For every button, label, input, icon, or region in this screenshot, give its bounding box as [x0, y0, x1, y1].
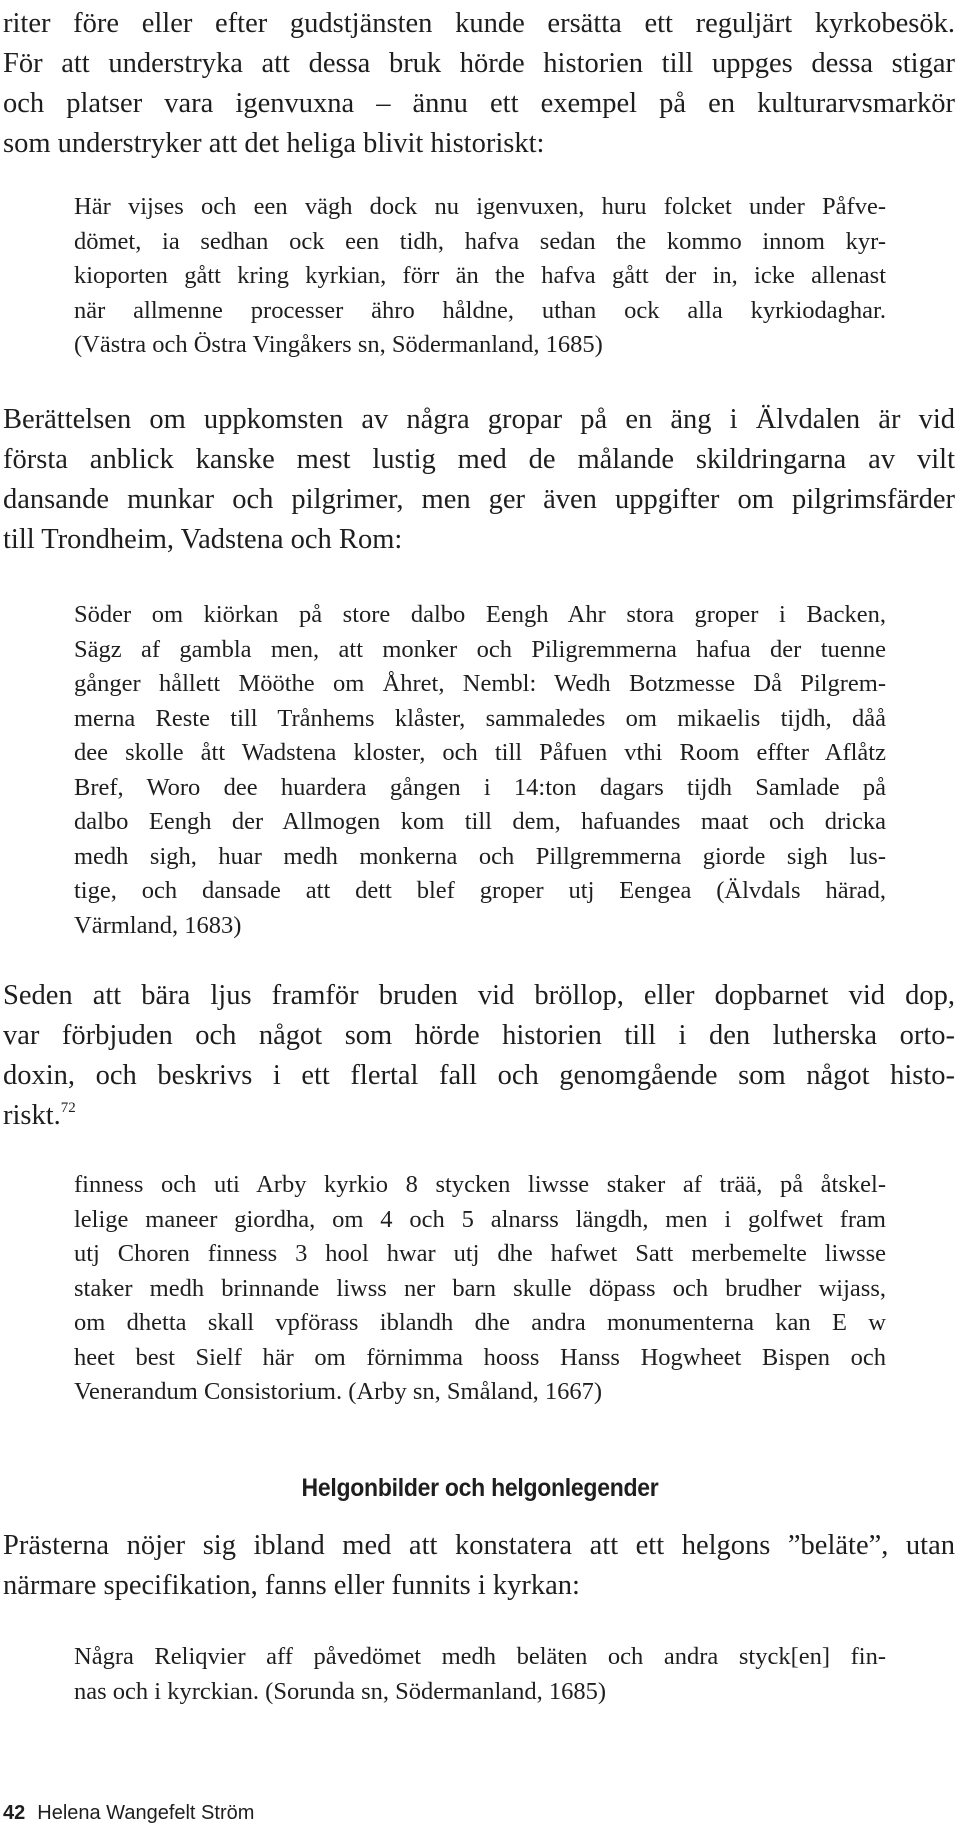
section-heading: Helgonbilder och helgonlegender [301, 1474, 659, 1502]
quote-line: Sägz af gambla men, att monker och Piligremmerna hafua der tuenne [74, 635, 886, 663]
quote-line: merna Reste till Trånhems klåster, sammaledes om mikaelis tijdh, dåå [74, 704, 886, 732]
quote-line: heet best Sielf här om förnimma hooss Hanss Hogwheet Bispen och [74, 1343, 886, 1371]
quote-line: medh sigh, huar medh monkerna och Pillgremmerna giorde sigh lus- [74, 842, 886, 870]
running-footer-author: Helena Wangefelt Ström [37, 1802, 255, 1824]
paragraph-3 [3, 976, 955, 1136]
quote-line: dalbo Eengh der Allmogen kom till dem, hafuandes maat och dricka [74, 808, 886, 835]
quote-line: Några Reliqvier aff påvedömet medh beläten och andra styck[en] fin- [74, 1643, 886, 1670]
paragraph-1 [3, 4, 955, 164]
text-line: och platser vara igenvuxna – ännu ett exempel på en kulturarvsmarkör [3, 88, 955, 119]
text-line: För att understryka att dessa bruk hörde historien till uppges dessa stigar [3, 48, 955, 79]
paragraph-4 [3, 1526, 955, 1606]
footnote-reference[interactable]: 72 [60, 1100, 76, 1116]
paragraph-2 [3, 400, 955, 560]
text-line: doxin, och beskrivs i ett flertal fall och genomgående som något histo- [3, 1060, 955, 1091]
text-line: var förbjuden och något som hörde historien till i den lutherska orto- [3, 1020, 955, 1051]
text-line: Berättelsen om uppkomsten av några gropar på en äng i Älvdalen är vid [3, 404, 955, 435]
quote-line: gånger hållett Mööthe om Åhret, Nembl: Wedh Botzmesse Då Pilgrem- [74, 670, 886, 697]
quote-citation: Venerandum Consistorium. (Arby sn, Småland, 1667) [74, 1378, 603, 1405]
text-line: första anblick kanske mest lustig med de målande skildringarna av vilt [3, 444, 955, 475]
page-footer [3, 1800, 254, 1826]
block-quote-3 [74, 1168, 886, 1410]
block-quote-2 [74, 598, 886, 943]
quote-citation: Värmland, 1683) [74, 911, 242, 939]
block-quote-1 [74, 190, 886, 363]
block-quote-4 [74, 1640, 886, 1709]
text-line: Prästerna nöjer sig ibland med att konstatera att ett helgons ”beläte”, utan [3, 1530, 955, 1561]
quote-line: om dhetta skall vpförass iblandh dhe andra monumenterna kan E w [74, 1309, 886, 1336]
quote-line: när allmenne processer ähro håldne, uthan ock alla kyrkiodaghar. [74, 296, 886, 324]
text-line: till Trondheim, Vadstena och Rom: [3, 524, 403, 555]
text-line: Seden att bära ljus framför bruden vid bröllop, eller dopbarnet vid dop, [3, 980, 955, 1011]
quote-line: dömet, ia sedhan ock een tidh, hafva sedan the kommo innom kyr- [74, 227, 886, 255]
quote-line: kioporten gått kring kyrkian, förr än the hafva gått der in, icke allenast [74, 262, 886, 289]
text-line: riter före eller efter gudstjänsten kunde ersätta ett reguljärt kyrkobesök. [3, 8, 955, 39]
quote-line: finness och uti Arby kyrkio 8 stycken liwsse staker af trää, på åtskel- [74, 1171, 886, 1198]
quote-line: dee skolle ått Wadstena kloster, och till Påfuen vthi Room effter Aflåtz [74, 739, 886, 766]
quote-line: staker medh brinnande liwss ner barn skulle döpass och brudher wijass, [74, 1274, 886, 1302]
quote-line: Bref, Woro dee huardera gången i 14:ton dagars tijdh Samlade på [74, 773, 886, 801]
text-line: närmare specifikation, fanns eller funnits i kyrkan: [3, 1570, 580, 1601]
text-line: som understryker att det heliga blivit historiskt: [3, 128, 545, 159]
quote-line: Här vijses och een vägh dock nu igenvuxen, huru folcket under Påfve- [74, 193, 886, 220]
quote-citation: (Västra och Östra Vingåkers sn, Södermanland, 1685) [74, 331, 603, 358]
quote-line: lelige maneer giordha, om 4 och 5 alnarss längdh, men i golfwet fram [74, 1205, 886, 1233]
quote-line: utj Choren finness 3 hool hwar utj dhe hafwet Satt merbemelte liwsse [74, 1240, 886, 1267]
quote-citation: nas och i kyrckian. (Sorunda sn, Södermanland, 1685) [74, 1677, 607, 1705]
page-number: 42 [3, 1802, 26, 1824]
quote-line: tige, och dansade att dett blef groper utj Eengea (Älvdals härad, [74, 877, 886, 904]
text-fragment: riskt. [3, 1100, 61, 1131]
quote-line: Söder om kiörkan på store dalbo Eengh Ahr stora groper i Backen, [74, 601, 886, 628]
text-line: dansande munkar och pilgrimer, men ger även uppgifter om pilgrimsfärder [3, 484, 955, 515]
text-line [3, 1096, 955, 1136]
